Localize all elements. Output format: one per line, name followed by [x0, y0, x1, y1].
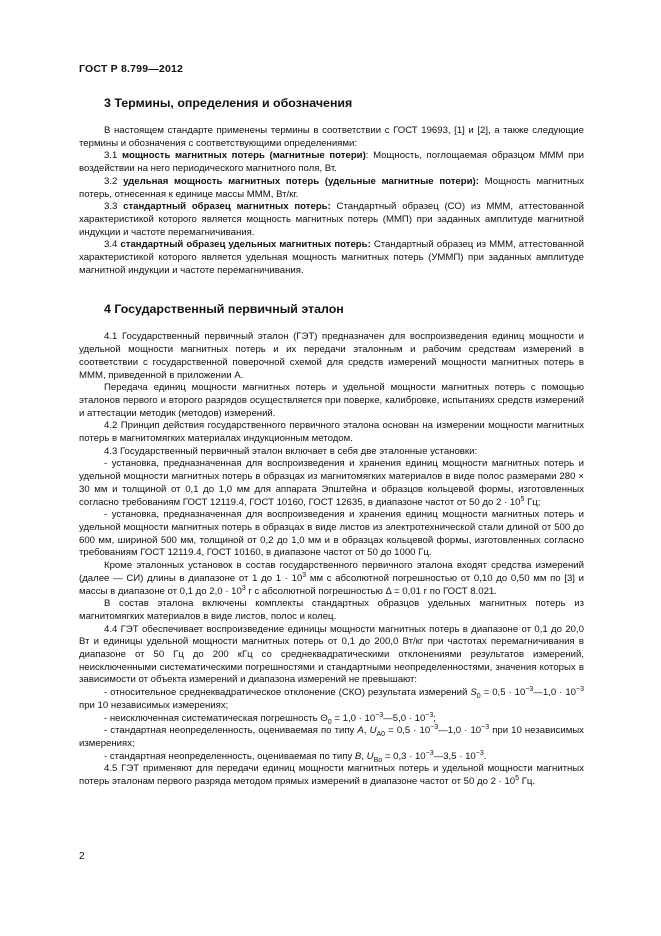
uncertainty-type-a-item: - стандартная неопределенность, оцениваемая по типу А, $U_{А0} = 0,5$ · $10^{-3}—1,0 \cdot 10^{-3}$ при 10 независимых измерениях;: [79, 724, 584, 749]
page-content: [79, 96, 584, 789]
section-3-intro: В настоящем стандарте применены термины в соответствии с ГОСТ 19693, [1] и [2], а также следующие термины и обозначения с соответствующими определениями:: [79, 125, 584, 149]
paragraph-4-1: 4.1 Государственный первичный эталон (ГЭТ) предназначен для воспроизведения единиц мощности и удельной мощности магнитных потерь и их передачи эталонным и рабочим средствам измерений в соответствии с государственной поверочной схемой для средств измерений мощности магнитных потерь в МММ, приведенной в приложении А.: [79, 331, 584, 381]
paragraph-4-3: 4.3 Государственный первичный эталон включает в себя две эталонные установки:: [104, 445, 478, 457]
page-number: 2: [79, 851, 85, 862]
paragraph-4-3-instruments: Кроме эталонных установок в состав государственного первичного эталона входят средства измерений (далее — СИ) длины в диапазоне от 1 до $1 \cdot 10^3$ мм с абсолютной погрешностью от 0,10 до 0,50 мм по [3] и массы в диапазоне от 0,1 до $2,0 \cdot 10^3$ г с абсолютной погрешностью Δ = 0,01 г по ГОСТ 8.021.: [79, 560, 585, 597]
uncertainty-type-b-item: - стандартная неопределенность, оцениваемая по типу В, $U_{Bо} = 0,3$ · $10^{-3}—3,5 \cdot 10^{-3}$.: [104, 749, 487, 764]
section-4-title: 4 Государственный первичный эталон: [104, 302, 344, 317]
term-definition: Мощность магнитных потерь, отнесенная к единице массы МММ, Вт/кг.: [79, 175, 584, 200]
paragraph-4-2: 4.2 Принцип действия государственного первичного эталона основан на измерении мощности магнитных потерь в магнитомягких материалах индукционным методом.: [79, 420, 584, 445]
term-3-4: 3.4 стандартный образец удельных магнитных потерь: Стандартный образец из МММ, аттестованной характеристикой которого является удельная мощность магнитных потерь (УММП) при заданных амплитуде магнитной индукции и частоте перемагничивания.: [79, 239, 584, 276]
term-definition: Стандартный образец из МММ, аттестованной характеристикой которого является удельная мощность магнитных потерь (УММП) при заданных амплитуде магнитной индукции и частоте перемагничивания.: [79, 239, 584, 276]
paragraph-4-4: 4.4 ГЭТ обеспечивает воспроизведение единицы мощности магнитных потерь в диапазоне от 0,1 до 20,0 Вт и единицы удельной мощности магнитных потерь от 0,1 до 200,0 Вт/кг при частотах перемагничивания в диапазоне от 50 Гц до 200 кГц со среднеквадратическими отклонениями результатов измерений, неисключенными систематическими погрешностями и стандартными неопределенностями, значения которых в зависимости от объекта измерений и диапазона измерений не превышают:: [79, 623, 584, 686]
installation-2-item: - установка, предназначенная для воспроизведения и хранения единиц мощности магнитных потерь и удельной мощности магнитных потерь в образцах в виде листов из электротехнической стали длиной от 500 до 600 мм, шириной 500 мм, толщиной от 0,2 до 1,0 мм и в образцах кольцевой формы, изготовленных согласно требованиям ГОСТ 12119.4, ГОСТ 10160, в диапазоне частот от 50 до 1000 Гц.: [79, 509, 584, 559]
section-3-title: 3 Термины, определения и обозначения: [104, 96, 353, 110]
term-name: стандартный образец магнитных потерь:: [123, 201, 331, 213]
term-3-1: 3.1 мощность магнитных потерь (магнитные потери): Мощность, поглощаемая образцом МММ при воздействии на него периодического магнитного поля, Вт.: [79, 150, 584, 175]
paragraph-4-3-reference-samples: В состав эталона включены комплекты стандартных образцов удельных магнитных потерь из магнитомягких материалов в виде листов, полос и колец.: [79, 598, 584, 622]
paragraph-4-1-transfer: Передача единиц мощности магнитных потерь и удельной мощности магнитных потерь с помощью эталонов первого и второго разрядов осуществляется при поверке, калибровке, испытаниях средств измерений и аттестации методик (методов) измерений.: [79, 382, 584, 419]
term-name: стандартный образец удельных магнитных потерь:: [120, 239, 371, 251]
paragraph-4-5: 4.5 ГЭТ применяют для передачи единиц мощности магнитных потерь и удельной мощности магнитных потерь эталонам первого разряда методом прямых измерений в диапазоне частот от 50 до $2 \cdot 10^5$ Гц.: [79, 763, 584, 788]
document-code-header: ГОСТ Р 8.799—2012: [79, 63, 184, 75]
term-3-3: 3.3 стандартный образец магнитных потерь: Стандартный образец (СО) из МММ, аттестованной характеристикой которого является мощность магнитных потерь (ММП) при заданных амплитуде магнитной индукции и частоте перемагничивания.: [79, 201, 584, 238]
systematic-error-item: - неисключенная систематическая погрешность $\Theta_0 = 1,0$ · $10^{-3}—5,0 \cdot 10^{-3}$;: [104, 711, 436, 726]
term-name: удельная мощность магнитных потерь (удельные магнитные потери):: [123, 175, 479, 187]
term-definition: Стандартный образец (СО) из МММ, аттестованной характеристикой которого является мощность магнитных потерь (ММП) при заданных амплитуде магнитной индукции и частоте перемагничивания.: [79, 201, 584, 238]
sko-item: - относительное среднеквадратическое отклонение (СКО) результата измерений $S_0 = 0,5$ · $10^{-3}—1,0 \cdot 10^{-3}$ при 10 независимых измерениях;: [79, 685, 584, 711]
term-definition: : Мощность, поглощаемая образцом МММ при воздействии на него периодического магнитного поля, Вт.: [79, 150, 584, 175]
term-3-2: 3.2 удельная мощность магнитных потерь (удельные магнитные потери): Мощность магнитных потерь, отнесенная к единице массы МММ, Вт/кг.: [79, 175, 584, 200]
installation-1-item: - установка, предназначенная для воспроизведения и хранения единиц мощности магнитных потерь и удельной мощности магнитных потерь в образцах из магнитомягких материалов в виде полос размерами 280 × 30 мм и толщиной от 0,1 до 1,0 мм для аппарата Эпштейна и образцов кольцевой формы, изготовленных согласно требованиям ГОСТ 12119.4, ГОСТ 10160, ГОСТ 12635, в диапазоне частот от 50 до $2 \cdot 10^5$ Гц;: [79, 458, 584, 508]
term-name: мощность магнитных потерь (магнитные потери): [121, 150, 366, 162]
